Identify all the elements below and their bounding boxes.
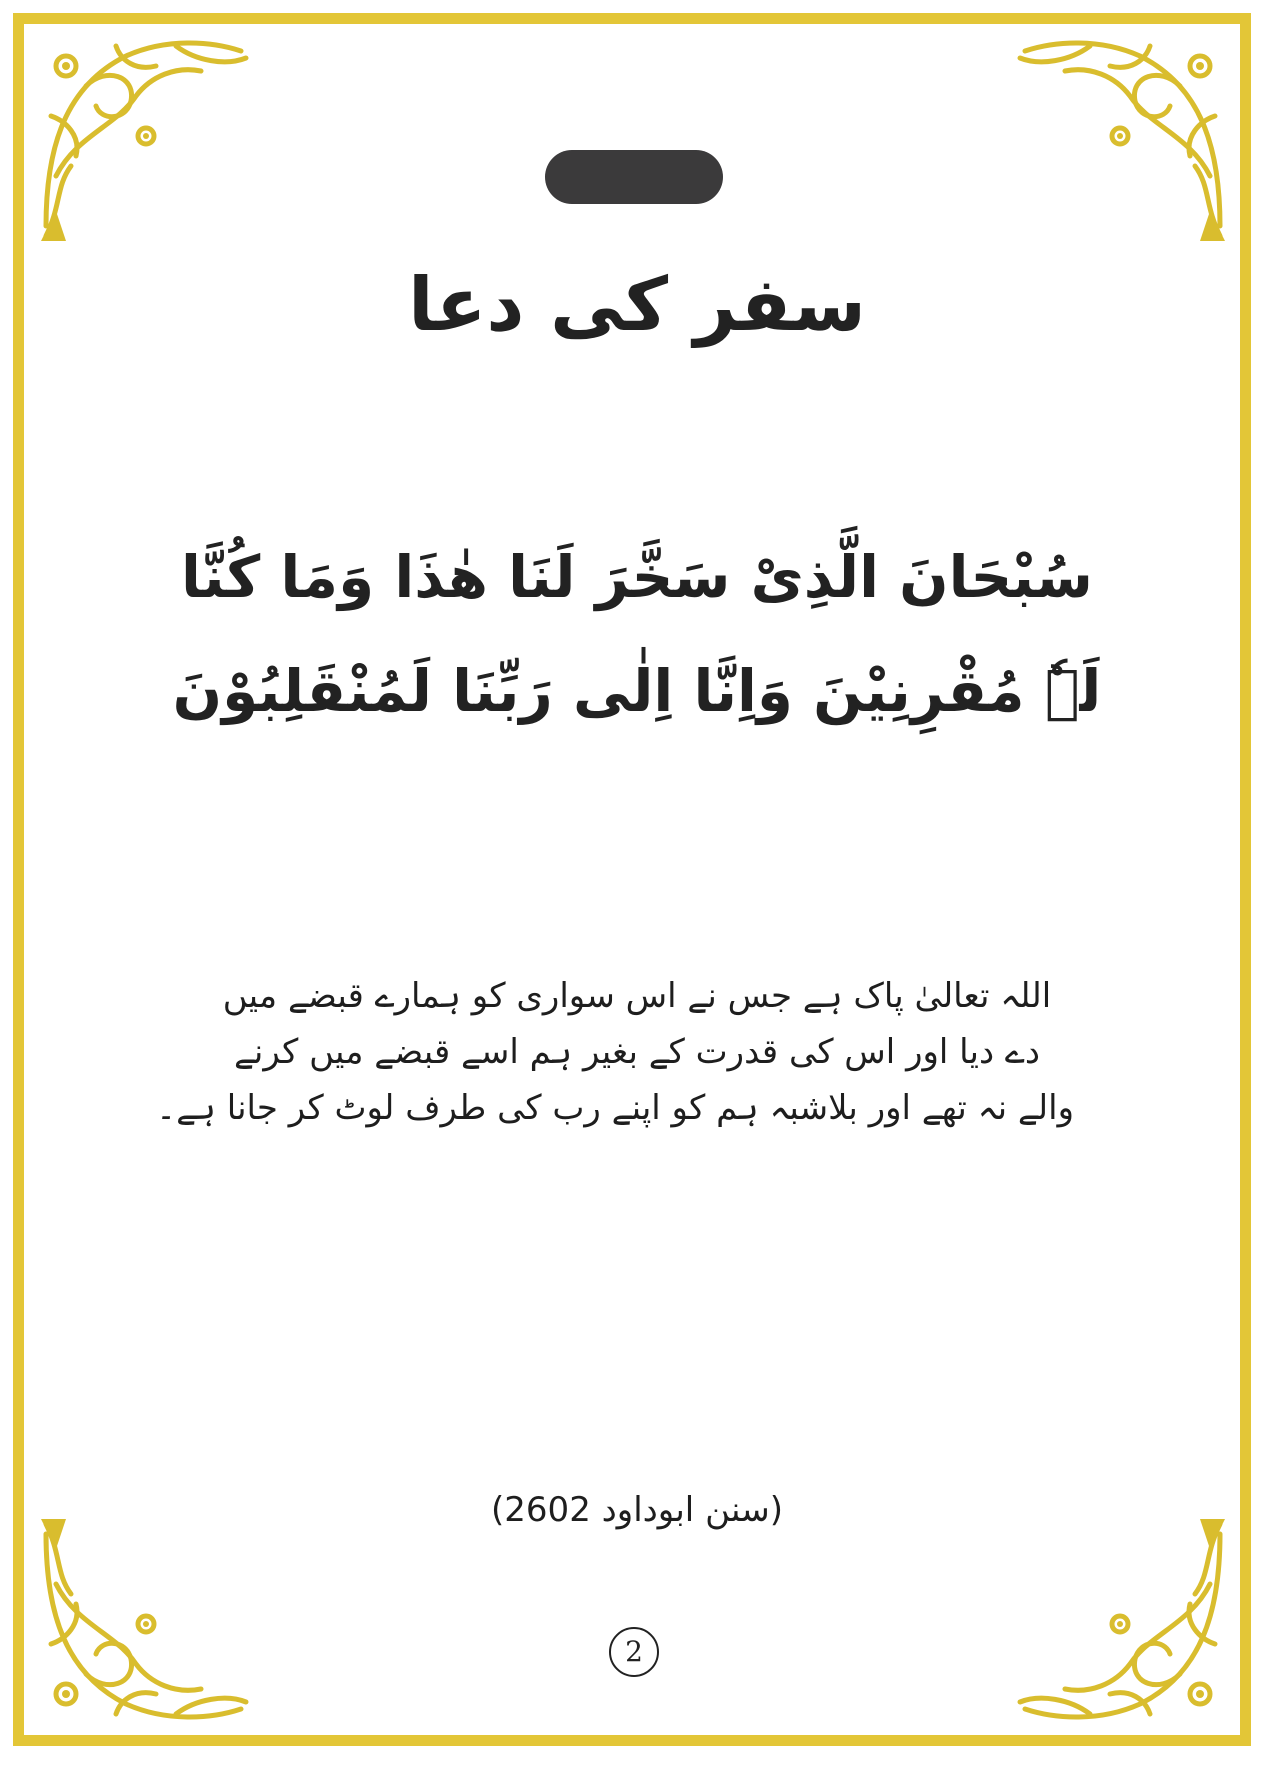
page-title: سفر کی دعا	[408, 262, 866, 348]
page-number: 2	[609, 1627, 659, 1677]
dua-arabic-text	[140, 520, 1134, 748]
translation-line: اللہ تعالیٰ پاک ہے جس نے اس سواری کو ہمارے قبضے میں	[222, 976, 1052, 1016]
floral-corner-icon	[1010, 1504, 1240, 1734]
floral-corner-icon	[26, 26, 256, 256]
floral-corner-icon	[26, 1504, 256, 1734]
urdu-translation	[156, 968, 1074, 1136]
translation-line: والے نہ تھے اور بلاشبہ ہم کو اپنے رب کی طرف لوٹ کر جانا ہے۔	[156, 1088, 1074, 1128]
hadith-reference: (سنن ابوداود 2602)	[491, 1490, 783, 1530]
dua-line: لَہٗ مُقْرِنِیْنَ وَاِنَّا اِلٰی رَبِّنَا لَمُنْقَلِبُوْنَ	[172, 657, 1102, 725]
dua-line: سُبْحَانَ الَّذِیْ سَخَّرَ لَنَا ھٰذَا وَمَا کُنَّا	[181, 543, 1093, 611]
translation-line: دے دیا اور اس کی قدرت کے بغیر ہم اسے قبضے میں کرنے	[233, 1032, 1040, 1072]
floral-corner-icon	[1010, 26, 1240, 256]
header-pill	[545, 150, 723, 204]
